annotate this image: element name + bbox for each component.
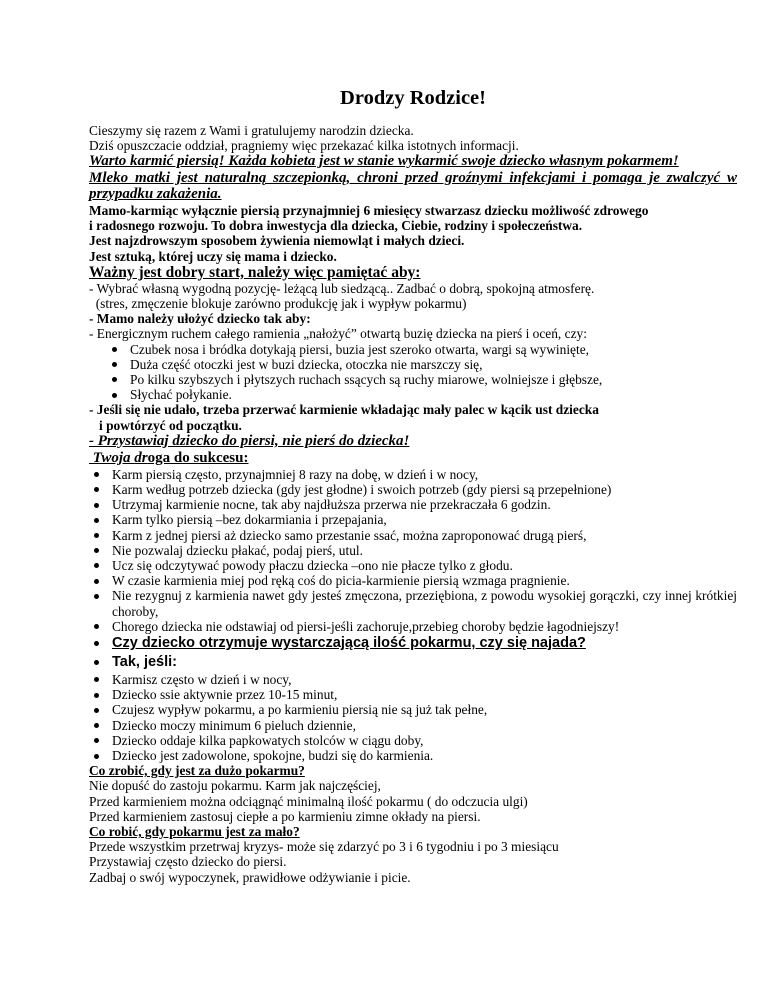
list-item: Po kilku szybszych i płytszych ruchach ssących są ruchy miarowe, wolniejsze i głębsze,: [89, 372, 737, 387]
bullet-icon: [94, 594, 99, 599]
heading-vaccine: Mleko matki jest naturalną szczepionką, chroni przed groźnymi infekcjami i pomaga je zwalczyć w przypadku zakażenia.: [89, 169, 737, 203]
bullet-icon: [112, 377, 117, 382]
list-item: Karm według potrzeb dziecka (gdy jest głodne) i swoich potrzeb (gdy piersi są przepełnione): [89, 482, 737, 497]
too-much-line: Przed karmieniem można odciągnąć minimalną ilość pokarmu ( do odczucia ulgi): [89, 793, 528, 809]
too-much-heading: Co zrobić, gdy jest za dużo pokarmu?: [89, 763, 305, 779]
list-item: Ucz się odczytywać powody płaczu dziecka –ono nie płacze tylko z głodu.: [89, 558, 737, 573]
success-list: [89, 467, 737, 763]
bullet-icon: [94, 708, 99, 713]
too-little-line: Przystawiaj często dziecko do piersi.: [89, 854, 287, 870]
if-fail-line: - Jeśli się nie udało, trzeba przerwać karmienie wkładając mały palec w kącik ust dziecka: [89, 402, 599, 418]
przystawiaj-heading: - Przystawiaj dziecko do piersi, nie pierś do dziecka!: [89, 432, 410, 449]
list-item: Karm z jednej piersi aż dziecko samo przestanie ssać, można zaproponować drugą pierś,: [89, 528, 737, 543]
energ-line: - Energicznym ruchem całego ramienia „nałożyć” otwartą buzię dziecka na pierś i oceń, czy:: [89, 326, 587, 342]
tak-jesli: Tak, jeśli:: [112, 653, 178, 670]
bullet-icon: [94, 677, 99, 682]
bullet-icon: [94, 738, 99, 743]
list-item: Dziecko ssie aktywnie przez 10-15 minut,: [89, 687, 737, 702]
bullet-icon: [94, 723, 99, 728]
bullet-icon: [94, 641, 99, 646]
bold-line: Jest sztuką, której uczy się mama i dziecko.: [89, 248, 337, 264]
bullet-icon: [94, 660, 99, 665]
bullet-icon: [112, 362, 117, 367]
mamo-line: - Mamo należy ułożyć dziecko tak aby:: [89, 311, 311, 327]
list-item: Utrzymaj karmienie nocne, tak aby najdłuższa przerwa nie przekraczała 6 godzin.: [89, 497, 737, 512]
start-line: - Wybrać własną wygodną pozycję- leżącą lub siedzącą.. Zadbać o dobrą, spokojną atmosferę.: [89, 280, 595, 296]
heading-breastfeed: Warto karmić piersią! Każda kobieta jest w stanie wykarmić swoje dziecko własnym pokarmem!: [89, 153, 679, 170]
bullet-icon: [94, 563, 99, 568]
bullet-icon: [112, 393, 117, 398]
list-item: Nie pozwalaj dziecku płakać, podaj pierś, utul.: [89, 543, 737, 558]
bold-line: Mamo-karmiąc wyłącznie piersią przynajmniej 6 miesięcy stwarzasz dziecku możliwość zdrowego: [89, 202, 649, 218]
list-item: [89, 653, 737, 672]
list-item: [89, 634, 737, 653]
too-little-line: Zadbaj o swój wypoczynek, prawidłowe odżywianie i picie.: [89, 869, 411, 885]
list-item: W czasie karmienia miej pod ręką coś do picia-karmienie piersią wzmaga pragnienie.: [89, 573, 737, 588]
list-item: Dziecko jest zadowolone, spokojne, budzi się do karmienia.: [89, 748, 737, 763]
bullet-icon: [94, 754, 99, 759]
success-heading: Twoja droga do sukcesu:: [89, 449, 249, 466]
list-item: Karmisz często w dzień i w nocy,: [89, 672, 737, 687]
intro-line: Dziś opuszczacie oddział, pragniemy więc przekazać kilka istotnych informacji.: [89, 138, 519, 154]
list-item: Duża część otoczki jest w buzi dziecka, otoczka nie marszczy się,: [89, 357, 737, 372]
list-item: Karm piersią często, przynajmniej 8 razy na dobę, w dzień i w nocy,: [89, 467, 737, 482]
bullet-icon: [94, 487, 99, 492]
too-much-line: Nie dopuść do zastoju pokarmu. Karm jak najczęściej,: [89, 778, 381, 794]
list-item: Dziecko moczy minimum 6 pieluch dziennie,: [89, 718, 737, 733]
bullet-icon: [94, 472, 99, 477]
latch-check-list: [89, 342, 737, 403]
intro-line: Cieszymy się razem z Wami i gratulujemy narodzin dziecka.: [89, 123, 414, 138]
too-little-line: Przede wszystkim przetrwaj kryzys- może się zdarzyć po 3 i 6 tygodniu i po 3 miesiącu: [89, 839, 559, 855]
list-item: Dziecko oddaje kilka papkowatych stolców w ciągu doby,: [89, 733, 737, 748]
list-item: Chorego dziecka nie odstawiaj od piersi-jeśli zachoruje,przebieg choroby będzie łagodniejszy!: [89, 619, 737, 634]
too-much-line: Przed karmieniem zastosuj ciepłe a po karmieniu zimne okłady na piersi.: [89, 808, 481, 824]
list-item: Czujesz wypływ pokarmu, a po karmieniu piersią nie są już tak pełne,: [89, 702, 737, 717]
bullet-icon: [112, 347, 117, 352]
list-item: Słychać połykanie.: [89, 387, 737, 402]
if-fail-line: i powtórzyć od początku.: [89, 417, 242, 433]
bullet-icon: [94, 533, 99, 538]
question-enough: Czy dziecko otrzymuje wystarczającą ilość pokarmu, czy się najada?: [112, 634, 586, 651]
bullet-icon: [94, 693, 99, 698]
bullet-icon: [94, 624, 99, 629]
list-item: Nie rezygnuj z karmienia nawet gdy jesteś zmęczona, przeziębiona, z powodu wysokiej gorączki, czy innej krótkiej choroby,: [89, 588, 737, 618]
document-body: [89, 123, 737, 885]
bullet-icon: [94, 503, 99, 508]
section-good-start: Ważny jest dobry start, należy więc pamiętać aby:: [89, 263, 421, 281]
bold-line: Jest najzdrowszym sposobem żywienia niemowląt i małych dzieci.: [89, 233, 465, 249]
bullet-icon: [94, 518, 99, 523]
bullet-icon: [94, 579, 99, 584]
list-item: Czubek nosa i bródka dotykają piersi, buzia jest szeroko otwarta, wargi są wywinięte,: [89, 342, 737, 357]
bullet-icon: [94, 548, 99, 553]
page-title: Drodzy Rodzice!: [340, 87, 486, 109]
list-item: Karm tylko piersią –bez dokarmiania i przepajania,: [89, 512, 737, 527]
start-line: (stres, zmęczenie blokuje zarówno produkcję jak i wypływ pokarmu): [89, 295, 467, 311]
too-little-heading: Co robić, gdy pokarmu jest za mało?: [89, 824, 300, 840]
bold-line: i radosnego rozwoju. To dobra inwestycja dla dziecka, Ciebie, rodziny i społeczeństwa.: [89, 218, 583, 234]
mamo-paragraph: [89, 203, 737, 264]
